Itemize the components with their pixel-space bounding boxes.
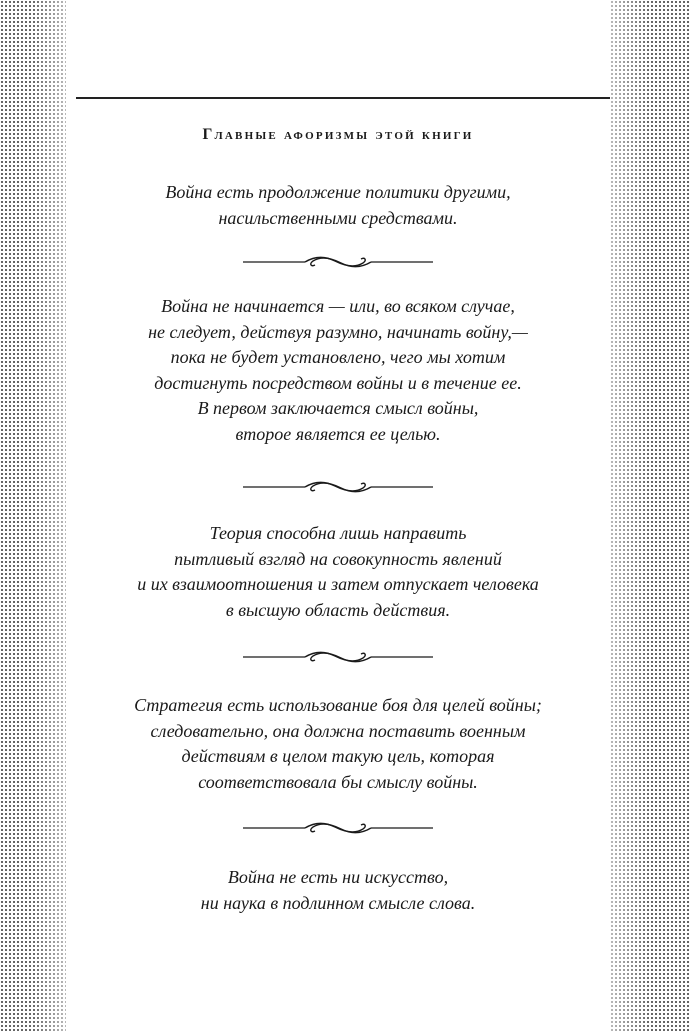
book-page — [66, 0, 610, 1033]
aphorism-2 — [66, 294, 610, 447]
aphorism-line: пока не будет установлено, чего мы хотим — [170, 347, 506, 367]
aphorism-line: В первом заключается смысл войны, — [197, 398, 479, 418]
aphorism-line: не следует, действуя разумно, начинать войну,— — [148, 321, 528, 342]
aphorism-line: достигнуть посредством войны и в течение ее. — [154, 372, 522, 393]
aphorism-line: следовательно, она должна поставить военным — [150, 720, 526, 741]
aphorism-line: ни наука в подлинном смысле слова. — [200, 892, 476, 913]
aphorism-line: в высшую область действия. — [225, 599, 451, 620]
aphorism-line: Война не есть ни искусство, — [227, 867, 449, 887]
aphorism-line: Война есть продолжение политики другими, — [165, 182, 511, 202]
halftone-page-edge-left — [0, 0, 66, 1033]
aphorism-5 — [66, 865, 610, 916]
aphorism-line: Стратегия есть использование боя для целей войны; — [134, 695, 542, 715]
aphorism-line: пытливый взгляд на совокупность явлений — [174, 548, 502, 569]
flourish-divider-icon — [243, 821, 433, 835]
flourish-divider-icon — [243, 650, 433, 664]
aphorism-line: насильственными средствами. — [218, 207, 458, 228]
flourish-divider-icon — [243, 255, 433, 269]
aphorism-1 — [66, 180, 610, 231]
flourish-divider-icon — [243, 480, 433, 494]
aphorism-line: Война не начинается — или, во всяком случае, — [161, 296, 515, 316]
aphorism-line: второе является ее целью. — [235, 423, 441, 444]
aphorism-line: действиям в целом такую цель, которая — [181, 746, 495, 766]
aphorism-line: Теория способна лишь направить — [209, 523, 467, 543]
page-heading: Главные афоризмы этой книги — [202, 126, 474, 143]
aphorism-4 — [66, 693, 610, 795]
aphorism-line: соответствовала бы смыслу войны. — [198, 771, 478, 792]
aphorism-line: и их взаимоотношения и затем отпускает человека — [137, 574, 539, 594]
top-rule — [76, 97, 610, 99]
aphorism-3 — [66, 521, 610, 623]
halftone-page-edge-right — [610, 0, 691, 1033]
